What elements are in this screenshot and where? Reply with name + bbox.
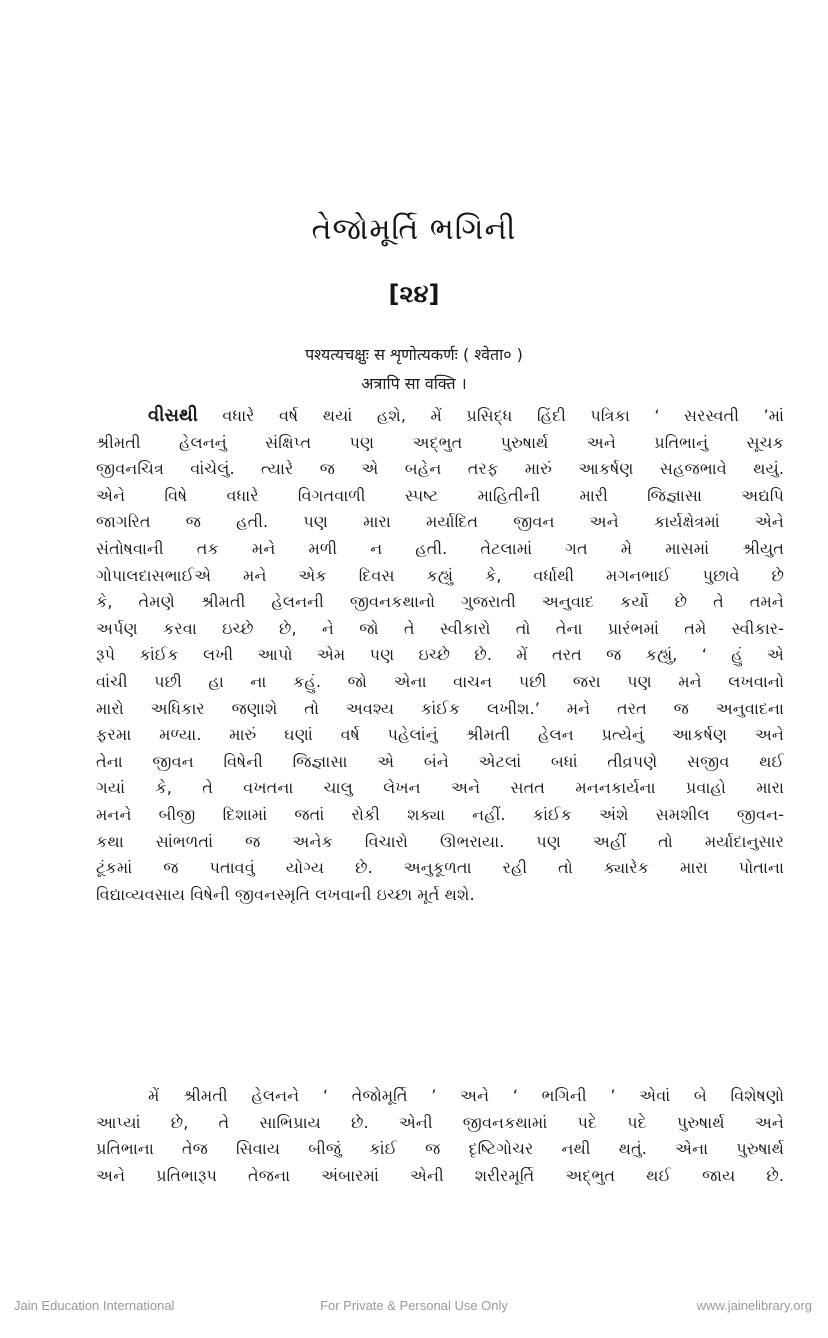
epigraph-line-1: पश्यत्यचक्षुः स शृणोत्यकर्णः ( श्वेता० ) (305, 345, 523, 364)
paragraph-2 (96, 1083, 784, 1189)
page-footer (0, 1298, 828, 1318)
text-line: જીવનચિત્ર વાંચેલું. ત્યારે જ એ બહેન તરફ મારું આકર્ષણ સહજભાવે થયું. (96, 459, 784, 479)
footer-publisher: Jain Education International (14, 1298, 175, 1313)
text-line: ગોપાલદાસભાઈએ મને એક દિવસ કહ્યું કે, વર્ધાથી મગનભાઈ પુછાવે છે (96, 565, 784, 585)
text-line: મારો અધિકાર જણાશે તો અવશ્ય કાંઈક લખીશ.’ મને તરત જ અનુવાદના (96, 698, 784, 718)
text-line: વિદ્યાવ્યવસાય વિષેની જીવનસ્મૃતિ લખવાની ઇચ્છા મૂર્ત થશે. (96, 884, 475, 904)
text-line: શ્રીમતી હેલનનું સંક્ષિપ્ત પણ અદ્ભુત પુરુષાર્થ અને પ્રતિભાનું સૂચક (96, 432, 784, 452)
text-line: આપ્યાં છે, તે સાભિપ્રાય છે. એની જીવનકથામાં પદે પદે પુરુષાર્થ અને (96, 1112, 784, 1132)
chapter-number: [૨૪] (388, 280, 440, 308)
text-line: એને વિષે વધારે વિગતવાળી સ્પષ્ટ માહિતીની મારી જિજ્ઞાસા અદ્યપિ (96, 485, 784, 505)
text-line: મેં શ્રીમતી હેલનને ‘ તેજોમૂર્તિ ’ અને ‘ ભગિની ’ એવાં બે વિશેષણો (148, 1086, 784, 1105)
text-line: ગયાં કે, તે વખતના ચાલુ લેખન અને સતત મનનકાર્યના પ્રવાહો મારા (96, 778, 784, 798)
text-line: વીસથી વધારે વર્ષ થયાં હશે, મેં પ્રસિદ્ધ હિંદી પત્રિકા ‘ સરસ્વતી ’માં (148, 405, 784, 426)
text-line: ટૂંકમાં જ પતાવવું યોગ્ય છે. અનુકૂળતા રહી તો ક્યારેક મારા પોતાના (96, 858, 784, 878)
footer-usage-note: For Private & Personal Use Only (320, 1298, 508, 1313)
lead-word: વીસથી (148, 405, 198, 426)
text-line: જાગરિત જ હતી. પણ મારા મર્યાદિત જીવન અને કાર્યક્ષેત્રમાં એને (96, 512, 784, 532)
text-line: રૂપે કાંઈક લખી આપો એમ પણ ઇચ્છે છે. મેં તરત જ કહ્યું, ‘ હું એ (96, 645, 784, 665)
footer-website-link[interactable]: www.jainelibrary.org (696, 1298, 812, 1313)
text-line: કથા સાંભળતાં જ અનેક વિચારો ઊભરાયા. પણ અહીં તો મર્યાદાનુસાર (96, 831, 784, 851)
text-line: અર્પણ કરવા ઇચ્છે છે, ને જો તે સ્વીકારો તો તેના પ્રારંભમાં તમે સ્વીકાર- (96, 618, 784, 638)
paragraph-1 (96, 403, 784, 908)
text-line: પ્રતિભાના તેજ સિવાય બીજું કાંઈ જ દૃષ્ટિગોચર નથી થતું. એના પુરુષાર્થ (96, 1139, 784, 1159)
text-line: સંતોષવાની તક મને મળી ન હતી. તેટલામાં ગત મે માસમાં શ્રીયુત (96, 538, 784, 558)
text-line: કે, તેમણે શ્રીમતી હેલનની જીવનકથાનો ગુજરાતી અનુવાદ કર્યો છે તે તમને (96, 592, 784, 612)
text-line: ફરમા મળ્યા. મારું ઘણાં વર્ષ પહેલાંનું શ્રીમતી હેલન પ્રત્યેનું આકર્ષણ અને (96, 725, 784, 745)
text-line: મનને બીજી દિશામાં જતાં રોકી શક્યા નહીં. કાંઈક અંશે સમશીલ જીવન- (96, 804, 784, 824)
chapter-title: તેજોમૂર્તિ ભગિની (311, 212, 517, 247)
text-line: વાંચી પછી હા ના કહું. જો એના વાચન પછી જરા પણ મને લખવાનો (96, 671, 784, 691)
epigraph-line-2: अत्रापि सा वक्ति । (361, 374, 467, 393)
text-line: અને પ્રતિભારૂપ તેજના અંબારમાં એની શરીરમૂર્તિ અદ્ભુત થઈ જાય છે. (96, 1165, 784, 1185)
text-line: તેના જીવન વિષેની જિજ્ઞાસા એ બંને એટલાં બધાં તીવ્રપણે સજીવ થઈ (96, 751, 784, 771)
